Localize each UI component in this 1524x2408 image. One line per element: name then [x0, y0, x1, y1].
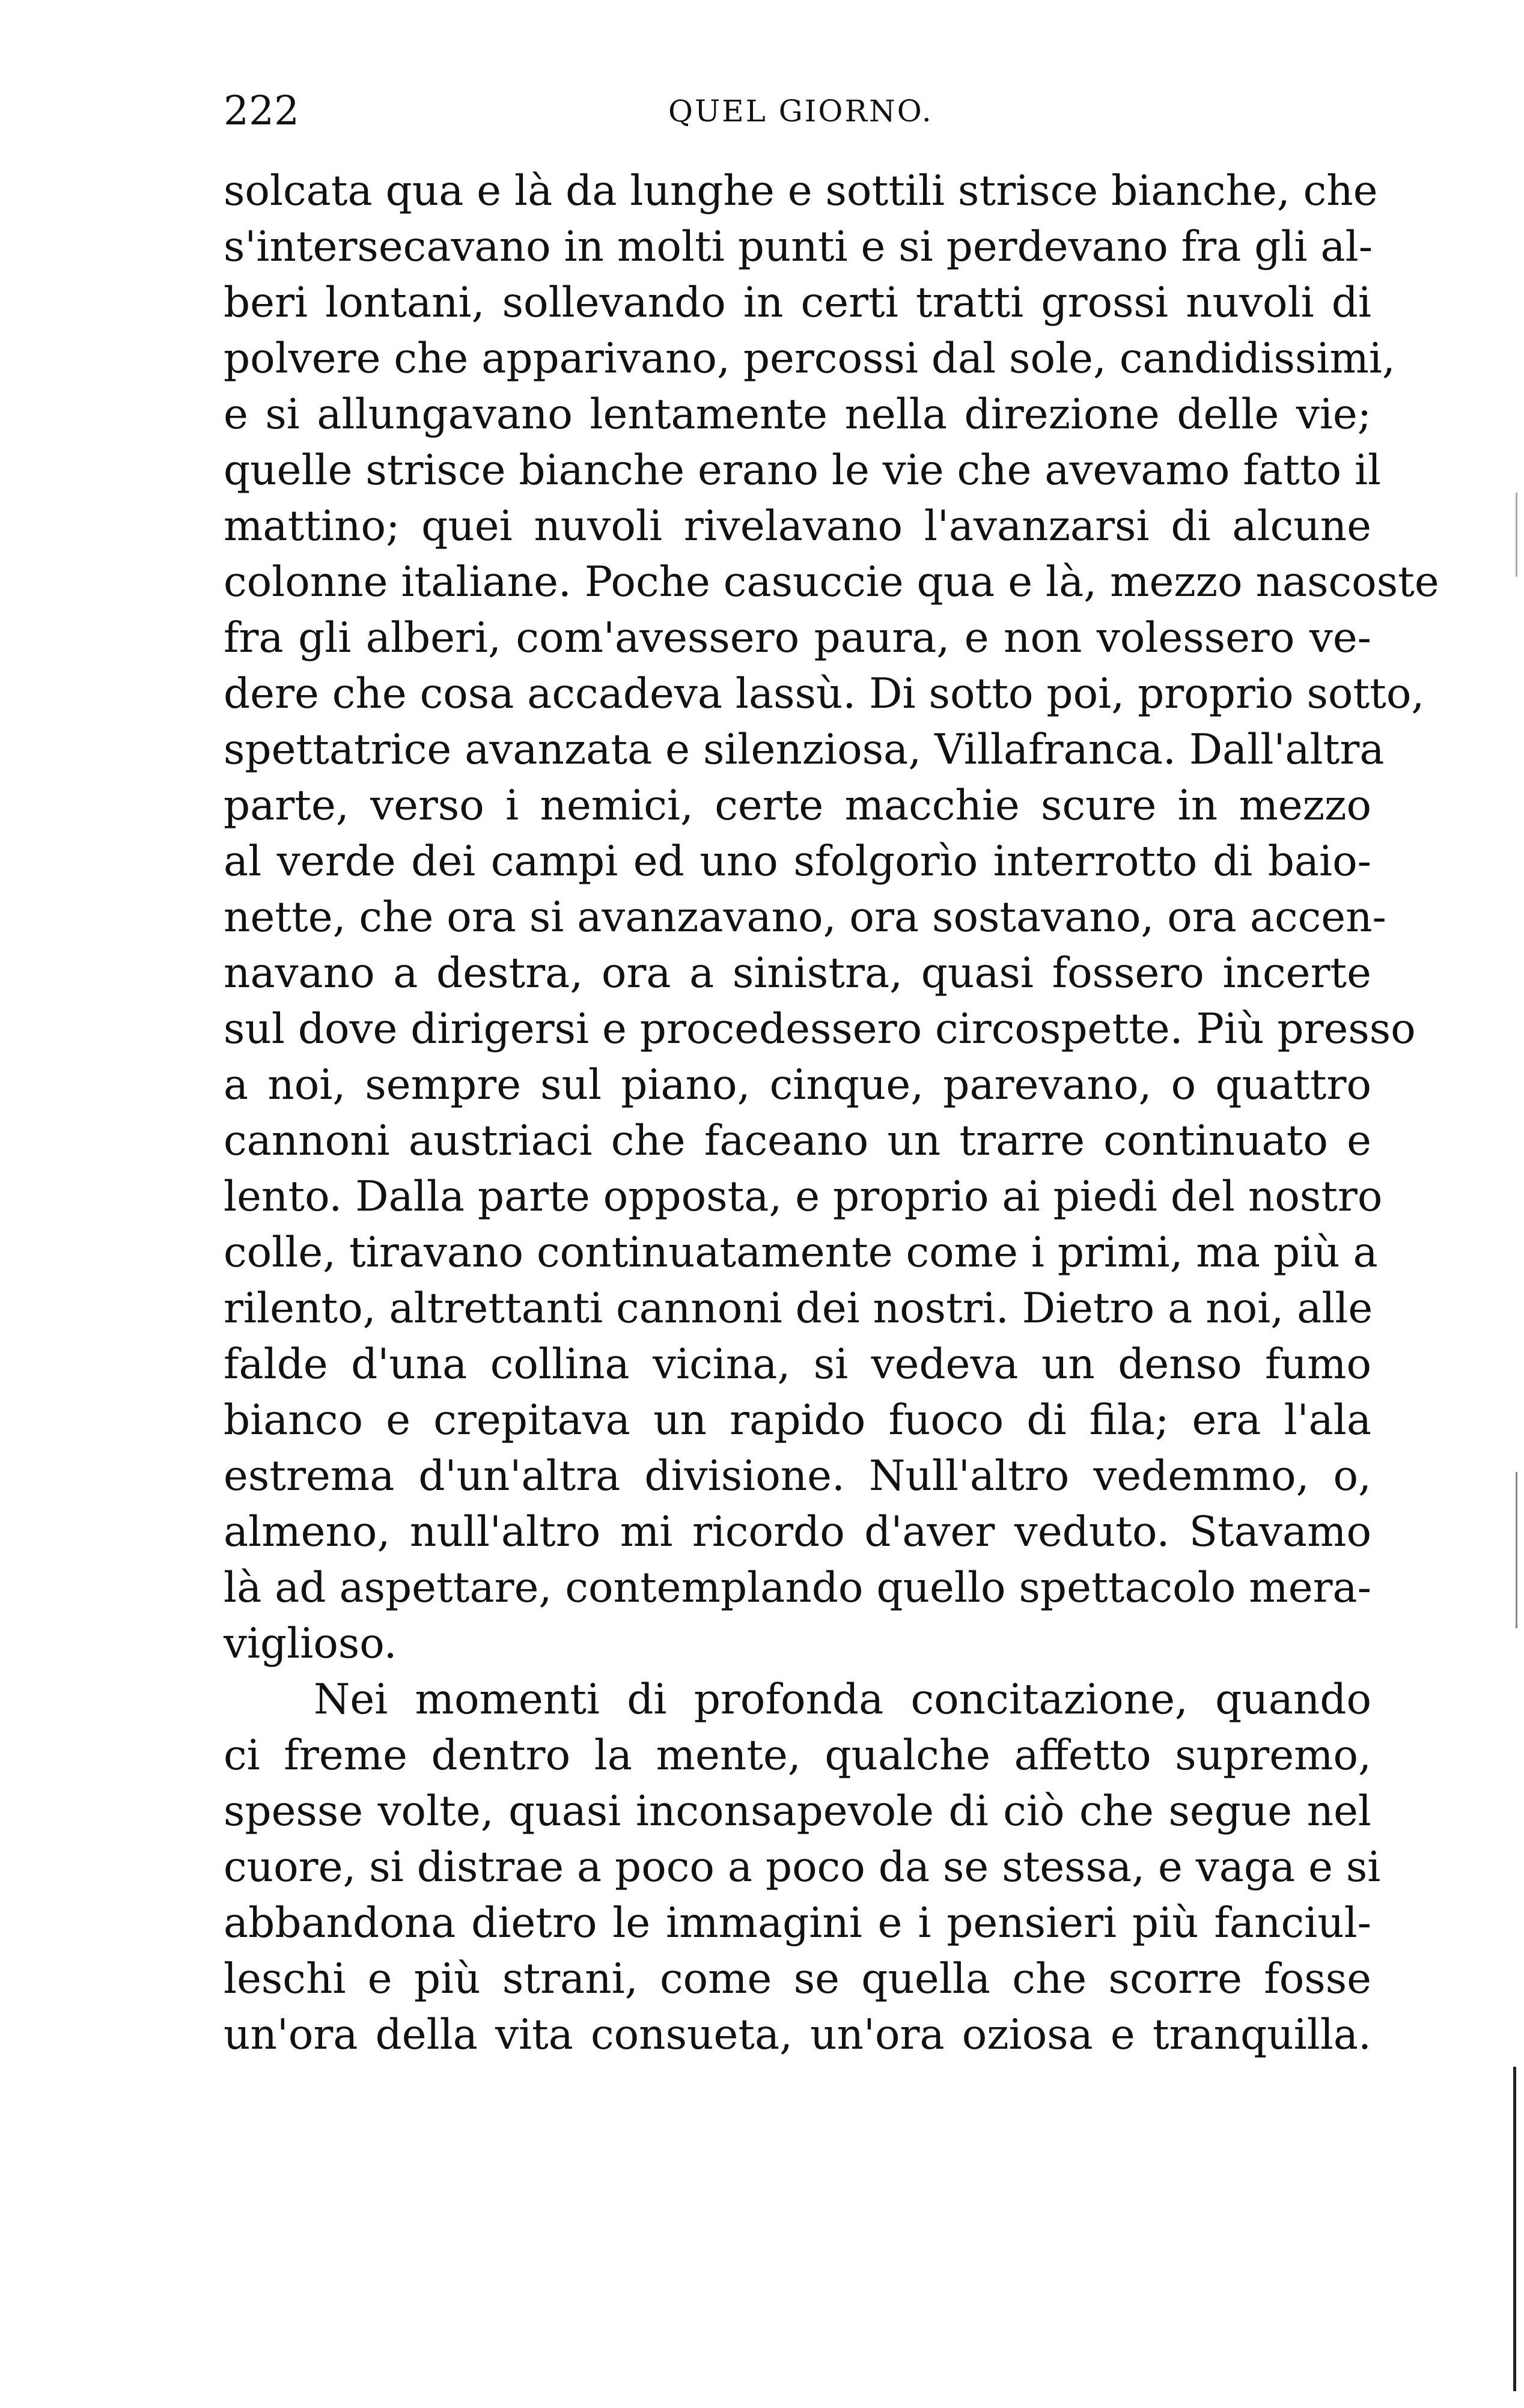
scan-edge-mark [1516, 1472, 1517, 1628]
text-line: almeno, null'altro mi ricordo d'aver veduto. Stavamo [224, 1508, 1371, 1556]
body-text [224, 163, 1439, 2063]
text-line: a noi, sempre sul piano, cinque, parevano, o quattro [224, 1061, 1371, 1109]
text-line: colonne italiane. Poche casuccie qua e là, mezzo nascoste [224, 558, 1439, 606]
text-line: colle, tiravano continuatamente come i primi, ma più a [224, 1229, 1378, 1277]
text-line: nette, che ora si avanzavano, ora sostavano, ora accen- [224, 893, 1386, 941]
text-line: spettatrice avanzata e silenziosa, Villafranca. Dall'altra [224, 726, 1385, 774]
text-line: estrema d'un'altra divisione. Null'altro vedemmo, o, [224, 1452, 1371, 1500]
text-line: spesse volte, quasi inconsapevole di ciò che segue nel [224, 1787, 1371, 1835]
paragraph-2 [224, 1672, 1381, 2063]
text-line: viglioso. [224, 1620, 397, 1668]
scan-edge-mark [1513, 2067, 1516, 2391]
text-line: ci freme dentro la mente, qualche affetto supremo, [224, 1732, 1371, 1780]
page-number: 222 [224, 88, 299, 134]
text-line: fra gli alberi, com'avessero paura, e non volessero ve- [224, 614, 1371, 662]
text-line: navano a destra, ora a sinistra, quasi fossero incerte [224, 949, 1371, 997]
running-title: QUEL GIORNO. [668, 94, 933, 129]
text-line: un'ora della vita consueta, un'ora oziosa e tranquilla. [224, 2011, 1371, 2059]
text-line: dere che cosa accadeva lassù. Di sotto poi, proprio sotto, [224, 670, 1425, 718]
text-line: s'intersecavano in molti punti e si perdevano fra gli al- [224, 223, 1373, 271]
text-line: beri lontani, sollevando in certi tratti grossi nuvoli di [224, 279, 1371, 327]
text-line: Nei momenti di profonda concitazione, quando [314, 1676, 1371, 1724]
text-line: sul dove dirigersi e procedessero circospette. Più presso [224, 1005, 1416, 1053]
text-line: quelle strisce bianche erano le vie che avevamo fatto il [224, 446, 1382, 494]
text-line: polvere che apparivano, percossi dal sole, candidissimi, [224, 335, 1395, 383]
text-line: parte, verso i nemici, certe macchie scure in mezzo [224, 782, 1371, 830]
paragraph-1 [224, 163, 1439, 1672]
text-line: abbandona dietro le immagini e i pensieri più fanciul- [224, 1899, 1371, 1947]
text-line: falde d'una collina vicina, si vedeva un denso fumo [224, 1340, 1371, 1388]
text-line: rilento, altrettanti cannoni dei nostri. Dietro a noi, alle [224, 1285, 1373, 1333]
text-line: solcata qua e là da lunghe e sottili strisce bianche, che [224, 167, 1378, 215]
text-line: al verde dei campi ed uno sfolgorìo interrotto di baio- [224, 838, 1371, 886]
text-line: leschi e più strani, come se quella che scorre fosse [224, 1955, 1371, 2003]
text-line: là ad aspettare, contemplando quello spettacolo mera- [224, 1564, 1371, 1612]
text-line: e si allungavano lentamente nella direzione delle vie; [224, 391, 1371, 439]
text-line: bianco e crepitava un rapido fuoco di fila; era l'ala [224, 1396, 1371, 1444]
text-line: mattino; quei nuvoli rivelavano l'avanzarsi di alcune [224, 502, 1371, 550]
page-header [224, 84, 1371, 138]
scan-edge-mark [1516, 493, 1517, 577]
text-line: cuore, si distrae a poco a poco da se stessa, e vaga e si [224, 1843, 1381, 1891]
text-line: lento. Dalla parte opposta, e proprio ai piedi del nostro [224, 1173, 1383, 1221]
text-line: cannoni austriaci che faceano un trarre continuato e [224, 1117, 1371, 1165]
